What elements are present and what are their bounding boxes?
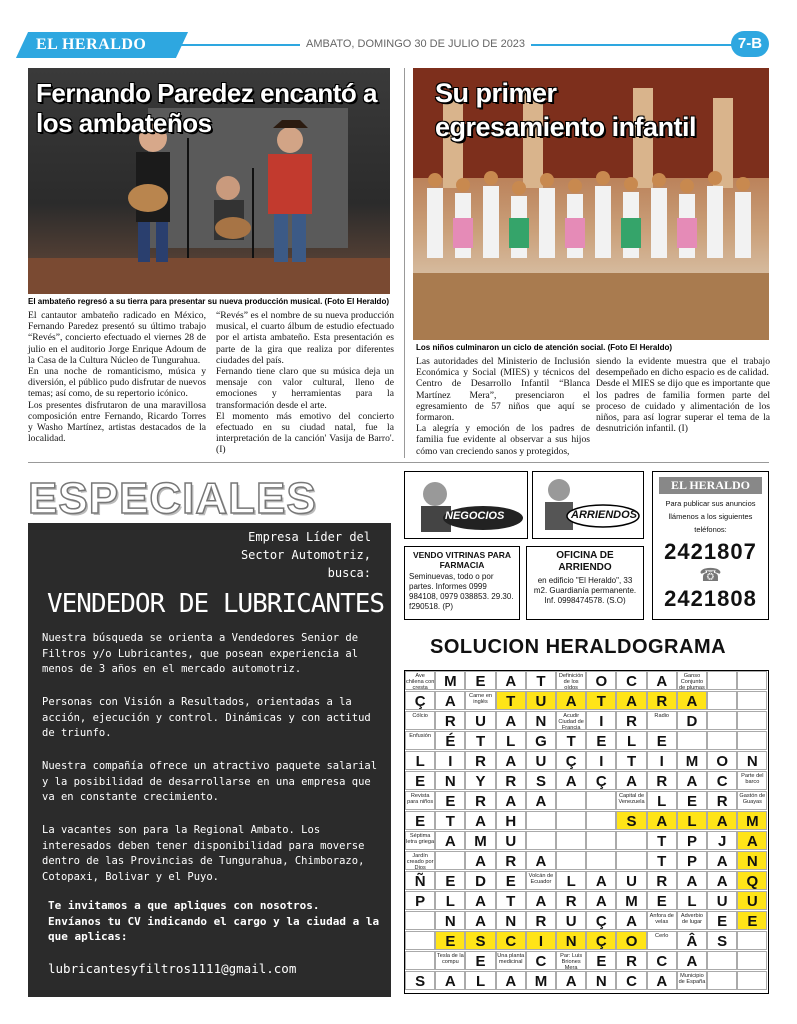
crossword-cell: A (526, 891, 556, 910)
crossword-cell: S (707, 931, 737, 950)
crossword-cell: C (526, 951, 556, 970)
crossword-cell: T (586, 691, 616, 710)
crossword-cell: R (465, 791, 495, 810)
crossword-clue: Definición de los oídos (556, 671, 586, 690)
crossword-cell (526, 831, 556, 850)
crossword-cell (405, 911, 435, 930)
crossword-cell (707, 671, 737, 690)
crossword-cell: P (405, 891, 435, 910)
oficina-ad (526, 546, 644, 620)
crossword-cell: O (616, 931, 646, 950)
ad-intro-line1: Empresa Líder del (248, 530, 371, 544)
crossword-cell: A (616, 911, 646, 930)
crossword-cell: L (496, 731, 526, 750)
crossword-cell: H (496, 811, 526, 830)
crossword-cell: I (647, 751, 677, 770)
section-divider (28, 462, 769, 463)
crossword-cell: M (737, 811, 767, 830)
crossword-cell: P (677, 851, 707, 870)
crossword-cell: N (737, 751, 767, 770)
crossword-cell: T (647, 851, 677, 870)
concert-photo (28, 68, 390, 294)
phone-number-2[interactable]: 2421808 (664, 586, 757, 611)
ad-email[interactable]: lubricantesyfiltros1111@gmail.com (48, 961, 297, 976)
crossword-cell: Q (737, 871, 767, 890)
crossword-cell: O (707, 751, 737, 770)
page-header (0, 28, 797, 62)
crossword-cell: I (586, 711, 616, 730)
crossword-cell: A (496, 791, 526, 810)
crossword-cell: U (707, 891, 737, 910)
crossword-cell: C (707, 771, 737, 790)
crossword-cell (737, 971, 767, 990)
crossword-cell: T (465, 731, 495, 750)
phone-number-1[interactable]: 2421807 (664, 539, 757, 564)
crossword-cell: A (737, 831, 767, 850)
especiales-banner: ESPECIALES (28, 474, 317, 523)
crossword-cell: I (526, 931, 556, 950)
crossword-cell: É (435, 731, 465, 750)
crossword-cell: N (586, 971, 616, 990)
crossword-cell: R (435, 711, 465, 730)
ad-paragraph-3: Nuestra compañía ofrece un atractivo paquete salarial y la posibilidad de desarrollarse en una empresa que va en constante crecimiento. (42, 760, 378, 803)
crossword-cell: M (465, 831, 495, 850)
crossword-cell: L (465, 971, 495, 990)
crossword-cell: U (526, 691, 556, 710)
newspaper-logo: EL HERALDO (36, 36, 147, 53)
story2-headline-line2: egresamiento infantil (435, 112, 697, 142)
crossword-cell: T (496, 691, 526, 710)
arriendos-label: ARRIENDOS (571, 509, 638, 521)
crossword-cell: E (586, 951, 616, 970)
crossword-clue: Jardín creado por Dios (406, 853, 434, 871)
crossword-cell: E (435, 931, 465, 950)
crossword-cell: U (526, 751, 556, 770)
crossword-cell: R (647, 771, 677, 790)
tenant-illustration (533, 472, 641, 536)
crossword-cell: L (677, 811, 707, 830)
crossword-cell: T (647, 831, 677, 850)
column-divider (404, 68, 405, 458)
crossword-cell: U (616, 871, 646, 890)
crossword-cell: A (586, 871, 616, 890)
crossword-cell: A (647, 811, 677, 830)
crossword-clue: Parte del barco (737, 771, 767, 790)
crossword-clue: Una planta medicinal (496, 951, 526, 970)
crossword-cell: A (616, 771, 646, 790)
crossword-cell: E (405, 811, 435, 830)
ad-call-to-action: Te invitamos a que apliques con nosotros. Envíanos tu CV indicando el cargo y la ciudad a la que aplicas: (48, 899, 380, 943)
crossword-cell: Ç (586, 911, 616, 930)
crossword-cell (707, 691, 737, 710)
arriendos-box (532, 471, 644, 539)
crossword-cell: U (496, 831, 526, 850)
crossword-cell (616, 851, 646, 870)
crossword-cell (405, 931, 435, 950)
story1-column2: “Revés” es el nombre de su nueva producción musical, el cuarto álbum de estudio efectuado por el artista ambateño. Esta presentación es parte de la gira que realiza por diferentes ciudades del país. Fernando tiene claro que su música deja un mensaje con valor cultural, lleno de emociones y herramientas para la transformación desde el arte. El momento más emotivo del concierto efectuado en su ciudad natal, fue la interpretación de la canción' Vasija de Barro'. (I) (216, 310, 394, 456)
crossword-cell: E (647, 731, 677, 750)
crossword-cell: R (556, 891, 586, 910)
crossword-cell: C (616, 671, 646, 690)
crossword-cell: A (465, 911, 495, 930)
crossword-cell: A (496, 971, 526, 990)
crossword-cell (556, 791, 586, 810)
crossword-cell: A (586, 891, 616, 910)
crossword-cell (737, 691, 767, 710)
crossword-cell: N (435, 911, 465, 930)
crossword-clue: Ave chilena con cresta (406, 673, 435, 691)
heraldo-small-logo: EL HERALDO (659, 477, 762, 494)
crossword-clue: Volcán de Ecuador (526, 871, 556, 890)
crossword-cell (556, 851, 586, 870)
crossword-cell: G (526, 731, 556, 750)
crossword-clue: Adverbio de lugar (677, 911, 707, 930)
crossword-clue: Revista para niños (405, 791, 435, 810)
crossword-clue: Cólcio (405, 711, 435, 730)
crossword-clue: Enfusión (405, 731, 435, 750)
crossword-clue: Cerlo (647, 931, 677, 950)
crossword-cell: M (616, 891, 646, 910)
crossword-clue: Gastón de Guayas (737, 791, 767, 810)
crossword-cell: U (737, 891, 767, 910)
crossword-cell: A (616, 691, 646, 710)
crossword-cell: E (435, 871, 465, 890)
crossword-cell (737, 711, 767, 730)
crossword-clue: Municipio de España (677, 971, 707, 990)
crossword-cell: A (556, 691, 586, 710)
crossword-cell: A (707, 811, 737, 830)
crossword-cell (586, 851, 616, 870)
crossword-clue: Par: Luis Briones Mera (556, 951, 586, 970)
ad-intro-line3: busca: (327, 566, 371, 580)
crossword-cell: Ç (586, 931, 616, 950)
edition-date: AMBATO, DOMINGO 30 DE JULIO DE 2023 (300, 38, 531, 50)
crossword-cell: A (496, 671, 526, 690)
crossword-cell: C (616, 971, 646, 990)
page-number: 7-B (731, 31, 769, 57)
crossword-cell: U (465, 711, 495, 730)
crossword-cell: A (707, 871, 737, 890)
crossword-cell: R (616, 711, 646, 730)
job-advertisement (28, 523, 391, 997)
crossword-cell (526, 811, 556, 830)
crossword-cell: R (465, 751, 495, 770)
ad-paragraph-4: La vacantes son para la Regional Ambato. Los interesados deben tener disponibilidad para moverse dentro de las Provincias de Tungurahua, Chimborazo, Cotopaxi, Bolivar y el Puyo. (42, 824, 365, 883)
crossword-cell: D (465, 871, 495, 890)
businessman-illustration (405, 472, 525, 536)
vitrinas-ad (404, 546, 520, 620)
crossword-cell: L (435, 891, 465, 910)
crossword-cell: E (405, 771, 435, 790)
crossword-cell (707, 711, 737, 730)
crossword-cell: N (496, 911, 526, 930)
crossword-clue: Ganso Conjunto de plumas (677, 671, 707, 690)
crossword-cell: R (616, 951, 646, 970)
crossword-cell: A (677, 771, 707, 790)
crossword-title: SOLUCION HERALDOGRAMA (430, 636, 727, 658)
crossword-cell: M (677, 751, 707, 770)
crossword-cell: A (526, 851, 556, 870)
crossword-cell (405, 951, 435, 970)
crossword-cell: L (616, 731, 646, 750)
crossword-cell: T (556, 731, 586, 750)
crossword-cell: I (586, 751, 616, 770)
crossword-cell: E (465, 671, 495, 690)
crossword-cell: R (647, 871, 677, 890)
crossword-cell: T (526, 671, 556, 690)
crossword-cell: T (496, 891, 526, 910)
heraldo-contact-box (652, 471, 769, 620)
crossword-cell: E (465, 951, 495, 970)
ad-paragraph-2: Personas con Visión a Resultados, orientadas a la acción, ejecución y control. Dinámicas y con actitud de triunfo. (42, 696, 371, 739)
crossword-cell (707, 971, 737, 990)
ad-intro-line2: Sector Automotriz, (240, 548, 371, 562)
crossword-cell: E (435, 791, 465, 810)
crossword-cell: R (707, 791, 737, 810)
crossword-cell: R (526, 911, 556, 930)
crossword-cell: Ç (405, 691, 435, 710)
crossword-cell: L (556, 871, 586, 890)
crossword-clue: Acudir Ciudad de Francia (556, 711, 586, 730)
vitrinas-title: VENDO VITRINAS PARA FARMACIA (412, 550, 512, 570)
crossword-cell: A (647, 971, 677, 990)
crossword-cell: Ñ (405, 871, 435, 890)
crossword-cell (737, 951, 767, 970)
crossword-cell: E (647, 891, 677, 910)
crossword-cell: J (707, 831, 737, 850)
crossword-cell (737, 931, 767, 950)
crossword-cell: S (616, 811, 646, 830)
crossword-cell: A (677, 871, 707, 890)
crossword-cell: E (737, 911, 767, 930)
story1-headline: Fernando Paredez encantó a los ambateños (36, 78, 377, 138)
crossword-clue: Capital de Venezuela (616, 791, 646, 810)
crossword-cell: S (526, 771, 556, 790)
story1-caption: El ambateño regresó a su tierra para presentar su nueva producción musical. (Foto El Heraldo) (28, 297, 389, 306)
crossword-cell: A (677, 951, 707, 970)
crossword-cell: A (435, 831, 465, 850)
crossword-grid (404, 670, 769, 994)
telephone-icon: ☎ (699, 565, 722, 585)
crossword-cell (707, 731, 737, 750)
crossword-cell: C (496, 931, 526, 950)
crossword-cell: N (526, 711, 556, 730)
crossword-cell: N (737, 851, 767, 870)
crossword-cell: A (496, 751, 526, 770)
crossword-cell: L (677, 891, 707, 910)
crossword-cell (586, 811, 616, 830)
vitrinas-text: Seminuevas, todo o por partes. Informes 0999 984108, 0979 038853. 29.30. f290518. (P) (409, 572, 514, 611)
crossword-cell: A (496, 711, 526, 730)
crossword-cell: T (616, 751, 646, 770)
crossword-cell (737, 671, 767, 690)
crossword-cell: E (707, 911, 737, 930)
oficina-text: en edificio "El Heraldo", 33 m2. Guardianía permanente. Inf. 0998474578. (S.O) (533, 576, 637, 605)
crossword-cell: A (435, 691, 465, 710)
crossword-cell: N (435, 771, 465, 790)
crossword-cell: E (496, 871, 526, 890)
story2-column1: Las autoridades del Ministerio de Inclusión Económica y Social (MIES) y técnicos del Centro de Desarrollo Infantil “Blanca Martínez Mera”, presenciaron el egresamiento de 57 niños que aquí se formaron. La alegría y emoción de los padres de familia fue evidente al observar a sus hijos cómo van creciendo sanos y protegidos, (416, 356, 590, 457)
crossword-clue: Anfora de velas (647, 911, 677, 930)
crossword-cell: P (677, 831, 707, 850)
crossword-cell: I (435, 751, 465, 770)
crossword-cell: S (465, 931, 495, 950)
crossword-cell (707, 951, 737, 970)
crossword-cell: A (707, 851, 737, 870)
crossword-cell: M (435, 671, 465, 690)
crossword-cell (556, 811, 586, 830)
crossword-cell: A (465, 811, 495, 830)
crossword-clue: Radio (647, 711, 677, 730)
crossword-cell: U (556, 911, 586, 930)
crossword-cell: L (647, 791, 677, 810)
crossword-cell: E (677, 791, 707, 810)
crossword-cell: E (586, 731, 616, 750)
crossword-clue: Tesla de la compu (435, 951, 465, 970)
crossword-cell: A (677, 691, 707, 710)
crossword-cell: D (677, 711, 707, 730)
crossword-cell: A (647, 671, 677, 690)
crossword-cell: A (526, 791, 556, 810)
crossword-cell (435, 851, 465, 870)
crossword-cell: N (556, 931, 586, 950)
crossword-cell: O (586, 671, 616, 690)
story1-column1: El cantautor ambateño radicado en México, Fernando Paredez presentó su último trabajo “Revés”, concierto efectuado el viernes 28 de julio en el auditorio Jorge Enrique Adoum de la Casa de la Cultura Núcleo de Tungurahua. En una noche de romanticismo, música y diversión, el público pudo disfrutar de nuevos temas; así como, de su repertorio icónico. Los presentes disfrutaron de una maravillosa composición entre Fernando, Ricardo Torres y Washo Martínez, artistas destacados de la localidad. (28, 310, 206, 445)
crossword-cell: L (405, 751, 435, 770)
oficina-title: OFICINA DE ARRIENDO (556, 550, 614, 573)
crossword-clue: Séptima letra griega (405, 831, 435, 850)
crossword-cell: M (526, 971, 556, 990)
story2-column2: siendo la evidente muestra que el trabajo desempeñado en dicho espacio es de calidad. Desde el MIES se dijo que es importante que los padres de familia formen parte del proceso de cuidado y alimentación de los niños, para así lograr superar el tema de la desnutrición infantil. (I) (596, 356, 770, 435)
crossword-cell: C (647, 951, 677, 970)
crossword-cell: S (405, 971, 435, 990)
crossword-cell: Ç (556, 751, 586, 770)
crossword-cell: A (556, 971, 586, 990)
crossword-clue: Carne en inglés (465, 691, 495, 710)
crossword-cell: A (465, 891, 495, 910)
crossword-cell (677, 731, 707, 750)
crossword-cell: R (496, 771, 526, 790)
story2-caption: Los niños culminaron un ciclo de atención social. (Foto El Heraldo) (416, 343, 673, 352)
crossword-cell: Ç (586, 771, 616, 790)
ad-paragraph-1: Nuestra búsqueda se orienta a Vendedores Senior de Filtros y/o Lubricantes, que posean experiencia al menos de 3 años en el mercado automotriz. (42, 632, 359, 675)
crossword-cell (616, 831, 646, 850)
graduation-illustration (413, 68, 769, 340)
crossword-cell: A (465, 851, 495, 870)
crossword-cell: R (647, 691, 677, 710)
crossword-cell (586, 831, 616, 850)
crossword-cell: A (556, 771, 586, 790)
crossword-cell: T (435, 811, 465, 830)
crossword-cell: Y (465, 771, 495, 790)
crossword-cell: Â (677, 931, 707, 950)
heraldo-contact-text: Para publicar sus anuncios llámenos a los siguientes teléfonos: (665, 499, 756, 534)
crossword-cell (586, 791, 616, 810)
crossword-cell (737, 731, 767, 750)
crossword-cell: R (496, 851, 526, 870)
crossword-cell (556, 831, 586, 850)
story2-headline-line1: Su primer (435, 78, 557, 108)
ad-job-title: VENDEDOR DE LUBRICANTES (47, 589, 385, 619)
negocios-label: NEGOCIOS (445, 510, 505, 522)
graduation-photo (413, 68, 769, 340)
crossword-cell: A (435, 971, 465, 990)
negocios-box (404, 471, 528, 539)
